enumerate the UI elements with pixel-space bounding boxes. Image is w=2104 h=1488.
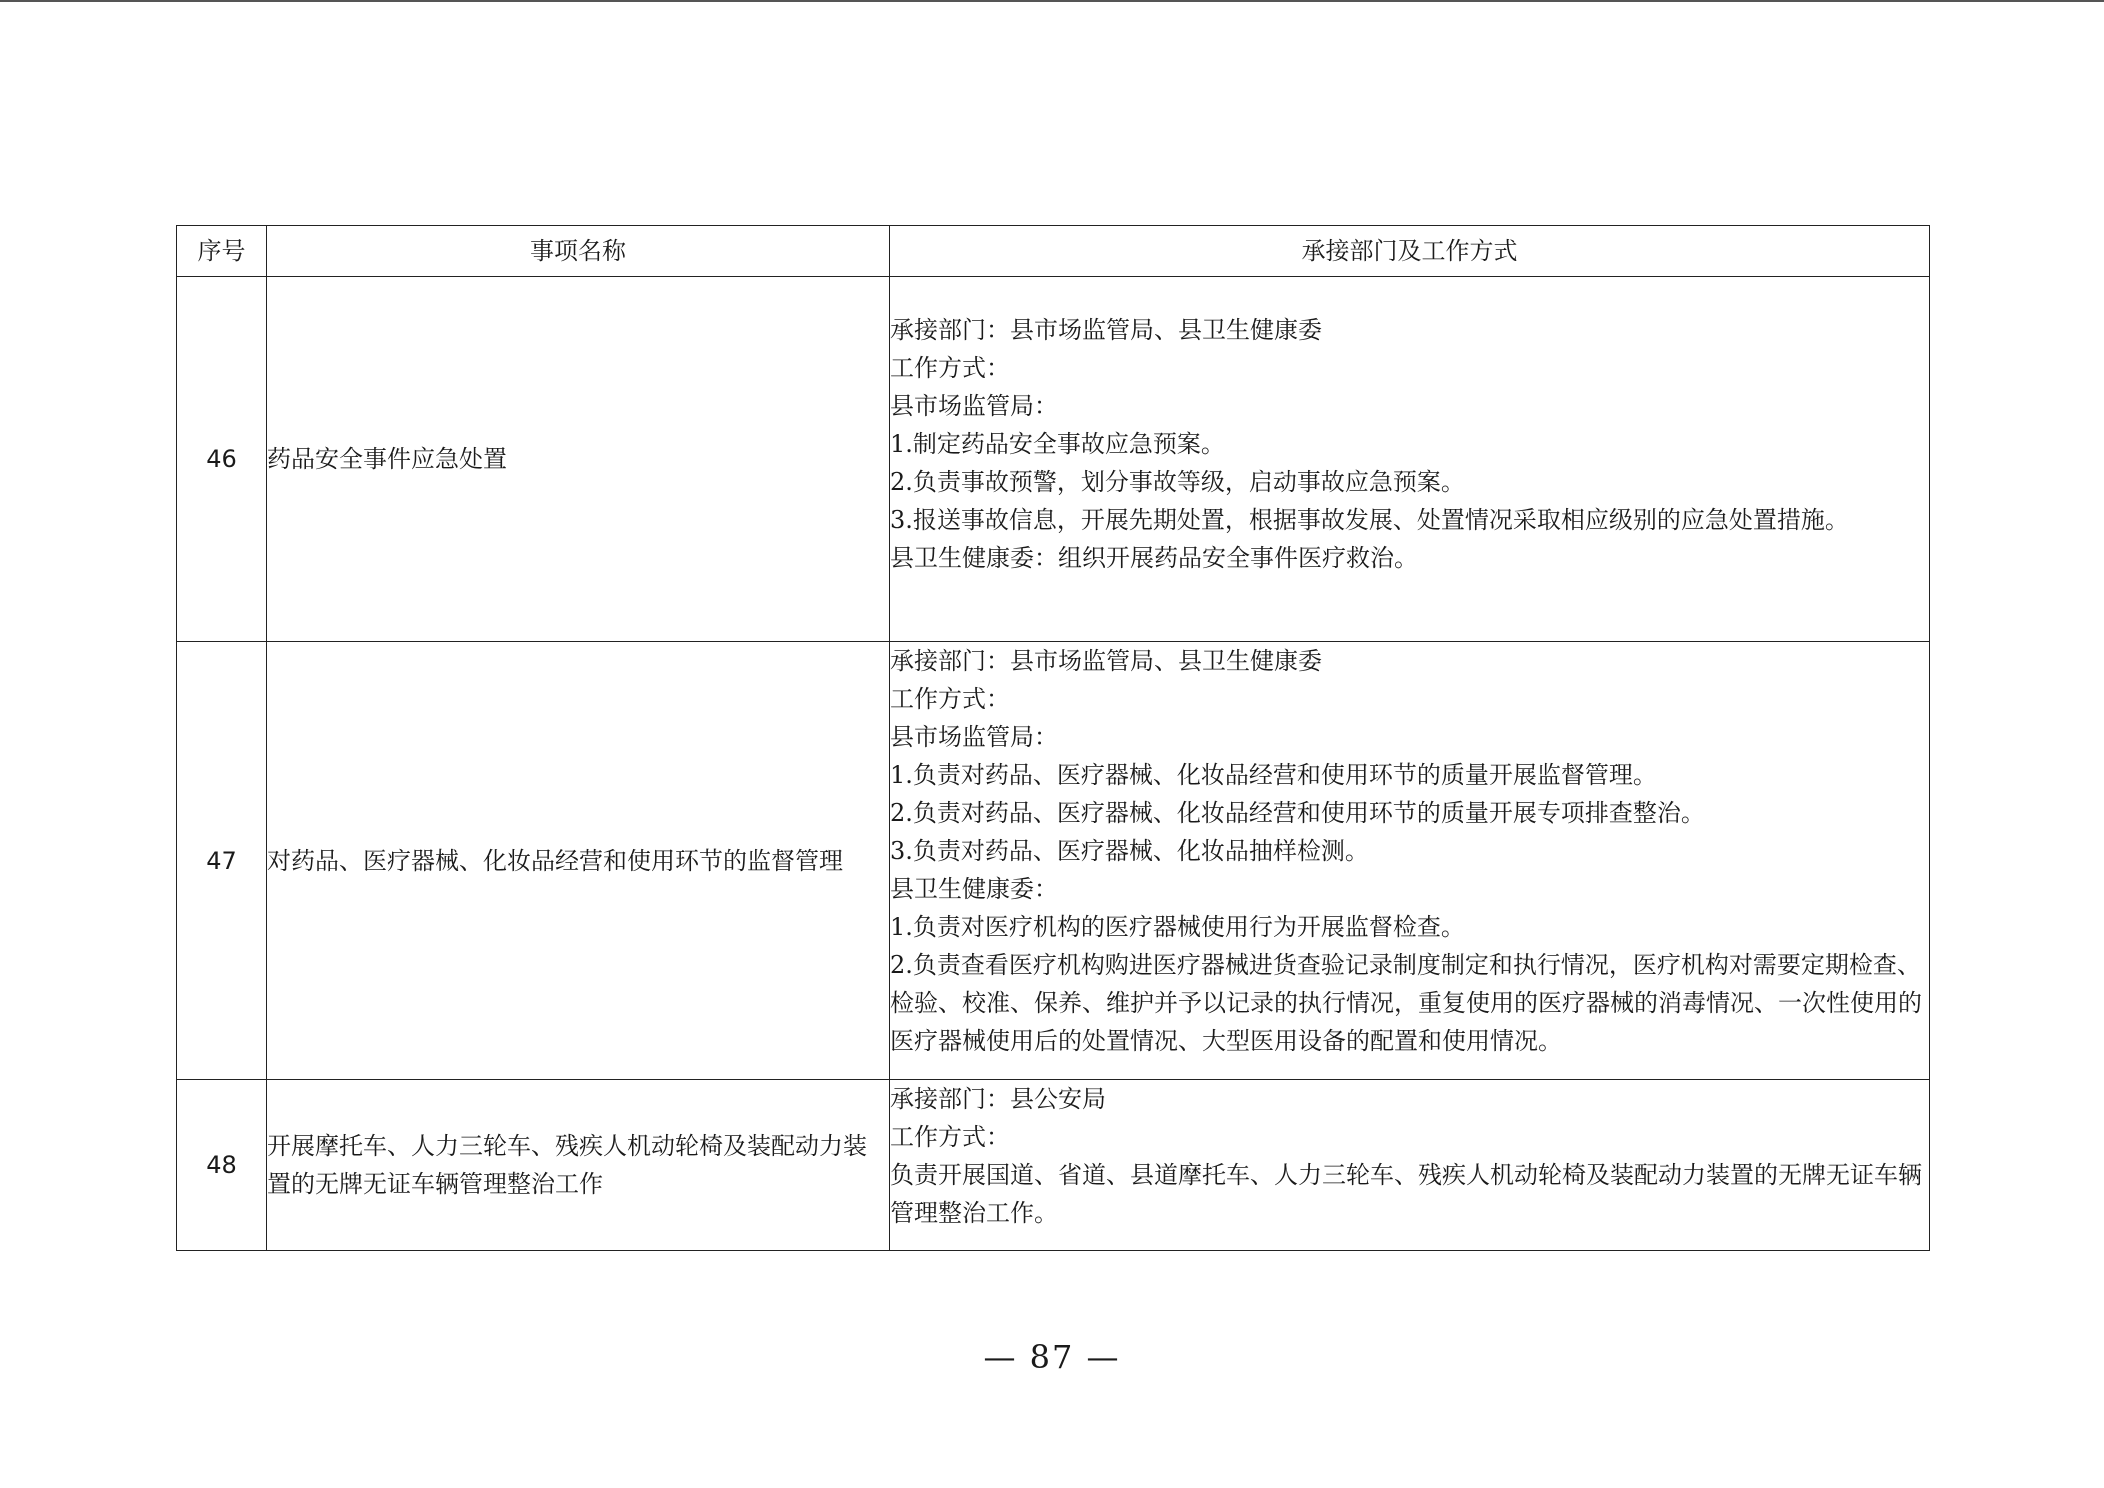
dept-line: 3.负责对药品、医疗器械、化妆品抽样检测。	[890, 837, 1369, 865]
row-department-method	[890, 1080, 1930, 1251]
row-item-name: 开展摩托车、人力三轮车、残疾人机动轮椅及装配动力装置的无牌无证车辆管理整治工作	[267, 1080, 890, 1251]
row-department-method	[890, 277, 1930, 642]
dept-line: 1.负责对医疗机构的医疗器械使用行为开展监督检查。	[890, 913, 1465, 941]
dept-line: 县卫生健康委：组织开展药品安全事件医疗救治。	[890, 544, 1418, 572]
row-serial-number: 46	[177, 277, 267, 642]
dept-line: 1.负责对药品、医疗器械、化妆品经营和使用环节的质量开展监督管理。	[890, 761, 1657, 789]
header-department-method: 承接部门及工作方式	[890, 226, 1930, 277]
table-row	[177, 1080, 1930, 1251]
dept-line: 县市场监管局：	[890, 723, 1058, 751]
dept-line: 承接部门：县公安局	[890, 1085, 1106, 1113]
dept-line: 2.负责对药品、医疗器械、化妆品经营和使用环节的质量开展专项排查整治。	[890, 799, 1705, 827]
dept-line: 县市场监管局：	[890, 392, 1058, 420]
header-serial-number: 序号	[177, 226, 267, 277]
page-number: — 87 —	[983, 1338, 1121, 1376]
dept-line: 负责开展国道、省道、县道摩托车、人力三轮车、残疾人机动轮椅及装配动力装置的无牌无证车辆管理整治工作。	[890, 1161, 1922, 1227]
header-item-name: 事项名称	[267, 226, 890, 277]
row-serial-number: 47	[177, 642, 267, 1080]
dept-line: 承接部门：县市场监管局、县卫生健康委	[890, 316, 1322, 344]
table-header-row	[177, 226, 1930, 277]
dept-line: 2.负责事故预警，划分事故等级，启动事故应急预案。	[890, 468, 1465, 496]
dept-line: 1.制定药品安全事故应急预案。	[890, 430, 1225, 458]
dept-line: 承接部门：县市场监管局、县卫生健康委	[890, 647, 1322, 675]
table-row	[177, 642, 1930, 1080]
row-item-name: 对药品、医疗器械、化妆品经营和使用环节的监督管理	[267, 642, 890, 1080]
items-table	[176, 225, 1930, 1251]
row-item-name: 药品安全事件应急处置	[267, 277, 890, 642]
dept-line: 3.报送事故信息，开展先期处置，根据事故发展、处置情况采取相应级别的应急处置措施。	[890, 506, 1849, 534]
dept-line: 工作方式：	[890, 685, 1010, 713]
table-row	[177, 277, 1930, 642]
dept-line: 工作方式：	[890, 1123, 1010, 1151]
row-serial-number: 48	[177, 1080, 267, 1251]
dept-line: 2.负责查看医疗机构购进医疗器械进货查验记录制度制定和执行情况，医疗机构对需要定期检查、检验、校准、保养、维护并予以记录的执行情况，重复使用的医疗器械的消毒情况、一次性使用的医疗器械使用后的处置情况、大型医用设备的配置和使用情况。	[890, 951, 1922, 1055]
page-top-rule	[0, 0, 2104, 2]
row-department-method	[890, 642, 1930, 1080]
dept-line: 工作方式：	[890, 354, 1010, 382]
dept-line: 县卫生健康委：	[890, 875, 1058, 903]
